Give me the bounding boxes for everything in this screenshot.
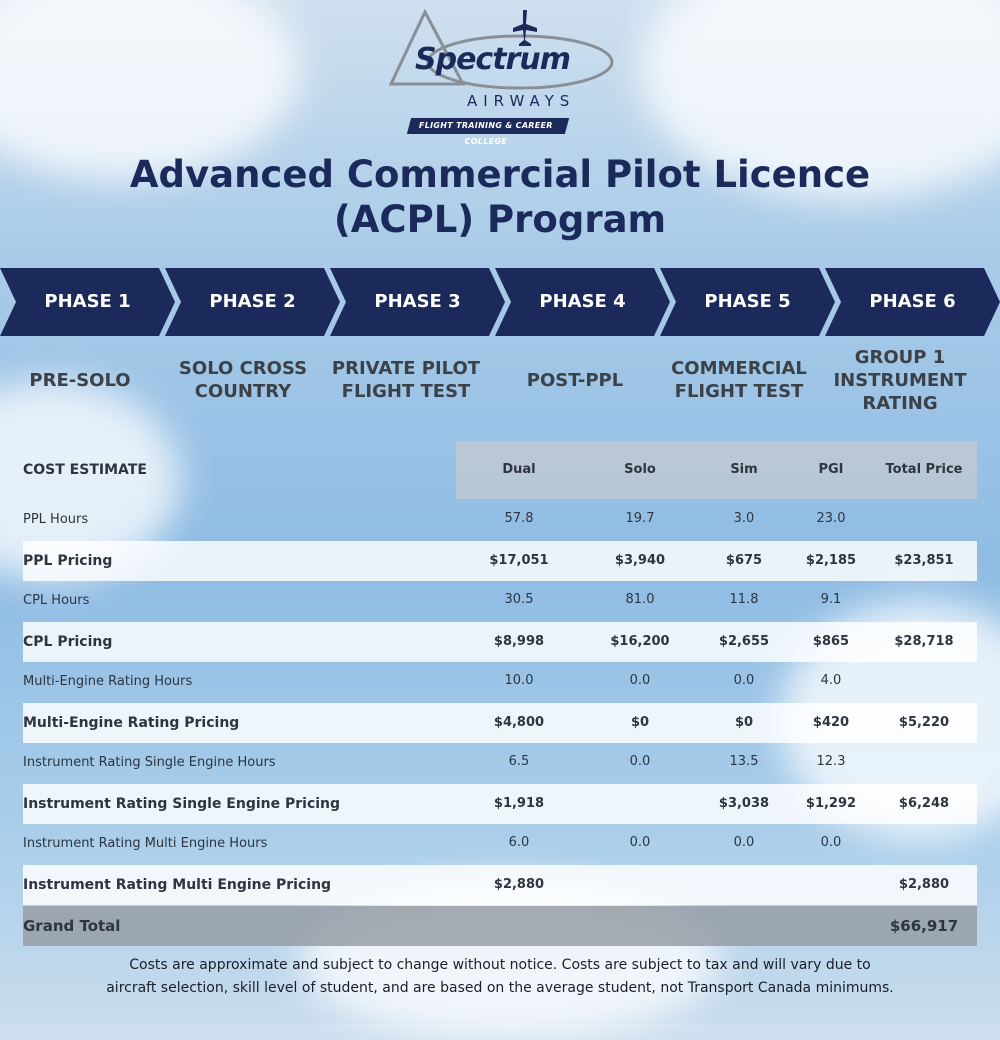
table-cell: $1,918 [493,795,545,811]
phase-label: PHASE 4 [539,291,626,312]
row-label: Instrument Rating Single Engine Hours [23,754,276,770]
table-cell: 11.8 [729,592,759,607]
table-cell [876,580,972,620]
table-cell: 4.0 [820,673,842,688]
page-title [0,152,1000,242]
table-cell: 6.0 [508,835,530,850]
row-label: PPL Hours [23,511,89,527]
phase-description-4: POST-PPL [526,369,624,391]
table-cell: 23.0 [816,511,846,526]
table-cell [592,865,688,905]
table-cell: $6,248 [898,795,950,811]
phase-label: PHASE 1 [44,291,131,312]
row-label: CPL Pricing [23,633,113,650]
table-row [23,580,977,620]
row-label: CPL Hours [23,592,90,608]
table-cell [876,742,972,782]
table-cell: $420 [812,714,850,730]
table-row [23,742,977,782]
table-cell: 30.5 [504,592,534,607]
phase-chevron-2 [165,268,340,336]
table-cell: $23,851 [894,552,954,568]
table-cell: $2,880 [898,876,950,892]
table-cell: 0.0 [820,835,842,850]
table-row [23,499,977,539]
table-cell: 81.0 [625,592,655,607]
table-row [23,823,977,863]
disclaimer-line-1: Costs are approximate and subject to change without notice. Costs are subject to tax and will vary due to [129,957,871,973]
table-cell: 19.7 [625,511,655,526]
column-header: PGI [818,462,844,477]
table-cell [876,823,972,863]
phase-description-3: PRIVATE PILOT FLIGHT TEST [331,358,481,402]
table-cell: $675 [725,552,763,568]
table-cell [876,499,972,539]
row-label: Multi-Engine Rating Pricing [23,714,240,731]
phase-description-6: GROUP 1 INSTRUMENT RATING [833,346,967,414]
table-cell: $8,998 [493,633,545,649]
row-label: Instrument Rating Single Engine Pricing [23,795,341,812]
table-cell: $3,038 [718,795,770,811]
column-header: Dual [502,462,536,477]
table-header [23,441,977,499]
table-cell: $3,940 [614,552,666,568]
row-label: Instrument Rating Multi Engine Pricing [23,876,332,893]
brand-logo [385,4,620,146]
table-cell: $16,200 [610,633,670,649]
brand-tagline-band [407,118,569,146]
row-label: PPL Pricing [23,552,113,569]
table-row [23,865,977,905]
phase-label: PHASE 3 [374,291,461,312]
phase-chevron-6 [825,268,1000,336]
table-cell: 10.0 [504,673,534,688]
table-cell: 12.3 [816,754,846,769]
phase-label: PHASE 5 [704,291,791,312]
table-cell: $0 [630,714,650,730]
row-label: Multi-Engine Rating Hours [23,673,193,689]
column-header: Total Price [885,462,963,477]
phase-chevron-1 [0,268,175,336]
column-header: Sim [730,462,758,477]
table-cell: 3.0 [733,511,755,526]
disclaimer-line-2: aircraft selection, skill level of student, and are based on the average student, not Transport Canada minimums. [106,980,894,996]
phase-description-5: COMMERCIAL FLIGHT TEST [671,358,807,402]
grand-total-label: Grand Total [23,917,121,935]
table-cell: $2,185 [805,552,857,568]
table-cell: $2,880 [493,876,545,892]
grand-total-row [23,906,977,946]
table-row [23,541,977,581]
table-cell: 57.8 [504,511,534,526]
table-cell: 0.0 [629,754,651,769]
title-line-2: (ACPL) Program [333,198,667,241]
brand-sub: AIRWAYS [467,92,576,110]
table-cell: $4,800 [493,714,545,730]
grand-total-value: $66,917 [889,917,959,935]
table-cell: 0.0 [629,835,651,850]
title-line-1: Advanced Commercial Pilot Licence [129,153,871,196]
table-row [23,622,977,662]
table-cell: $0 [734,714,754,730]
disclaimer [0,954,1000,1000]
table-cell: $2,655 [718,633,770,649]
table-cell: $1,292 [805,795,857,811]
table-cell [876,661,972,701]
phase-label: PHASE 6 [869,291,956,312]
table-cell [696,865,792,905]
table-cell: $17,051 [489,552,549,568]
column-header: Solo [624,462,656,477]
table-cell: 6.5 [508,754,530,769]
table-row [23,784,977,824]
brand-tagline: FLIGHT TRAINING & CAREER COLLEGE [418,121,553,146]
table-row [23,703,977,743]
phase-chevron-4 [495,268,670,336]
table-cell: $28,718 [894,633,954,649]
phase-description-1: PRE-SOLO [29,369,131,391]
table-cell: $865 [812,633,850,649]
phase-description-2: SOLO CROSS COUNTRY [178,358,308,402]
table-cell [783,865,879,905]
row-label: Instrument Rating Multi Engine Hours [23,835,268,851]
cost-estimate-label: COST ESTIMATE [23,462,147,478]
phase-chevron-3 [330,268,505,336]
phase-label: PHASE 2 [209,291,296,312]
phase-chevron-5 [660,268,835,336]
table-cell: 0.0 [733,835,755,850]
table-cell: 0.0 [629,673,651,688]
table-cell [592,784,688,824]
phase-chevrons [0,268,1000,336]
table-cell: 0.0 [733,673,755,688]
table-row [23,661,977,701]
table-cell: 9.1 [820,592,842,607]
table-cell: 13.5 [729,754,759,769]
brand-name: Spectrum [415,42,570,77]
table-cell: $5,220 [898,714,950,730]
